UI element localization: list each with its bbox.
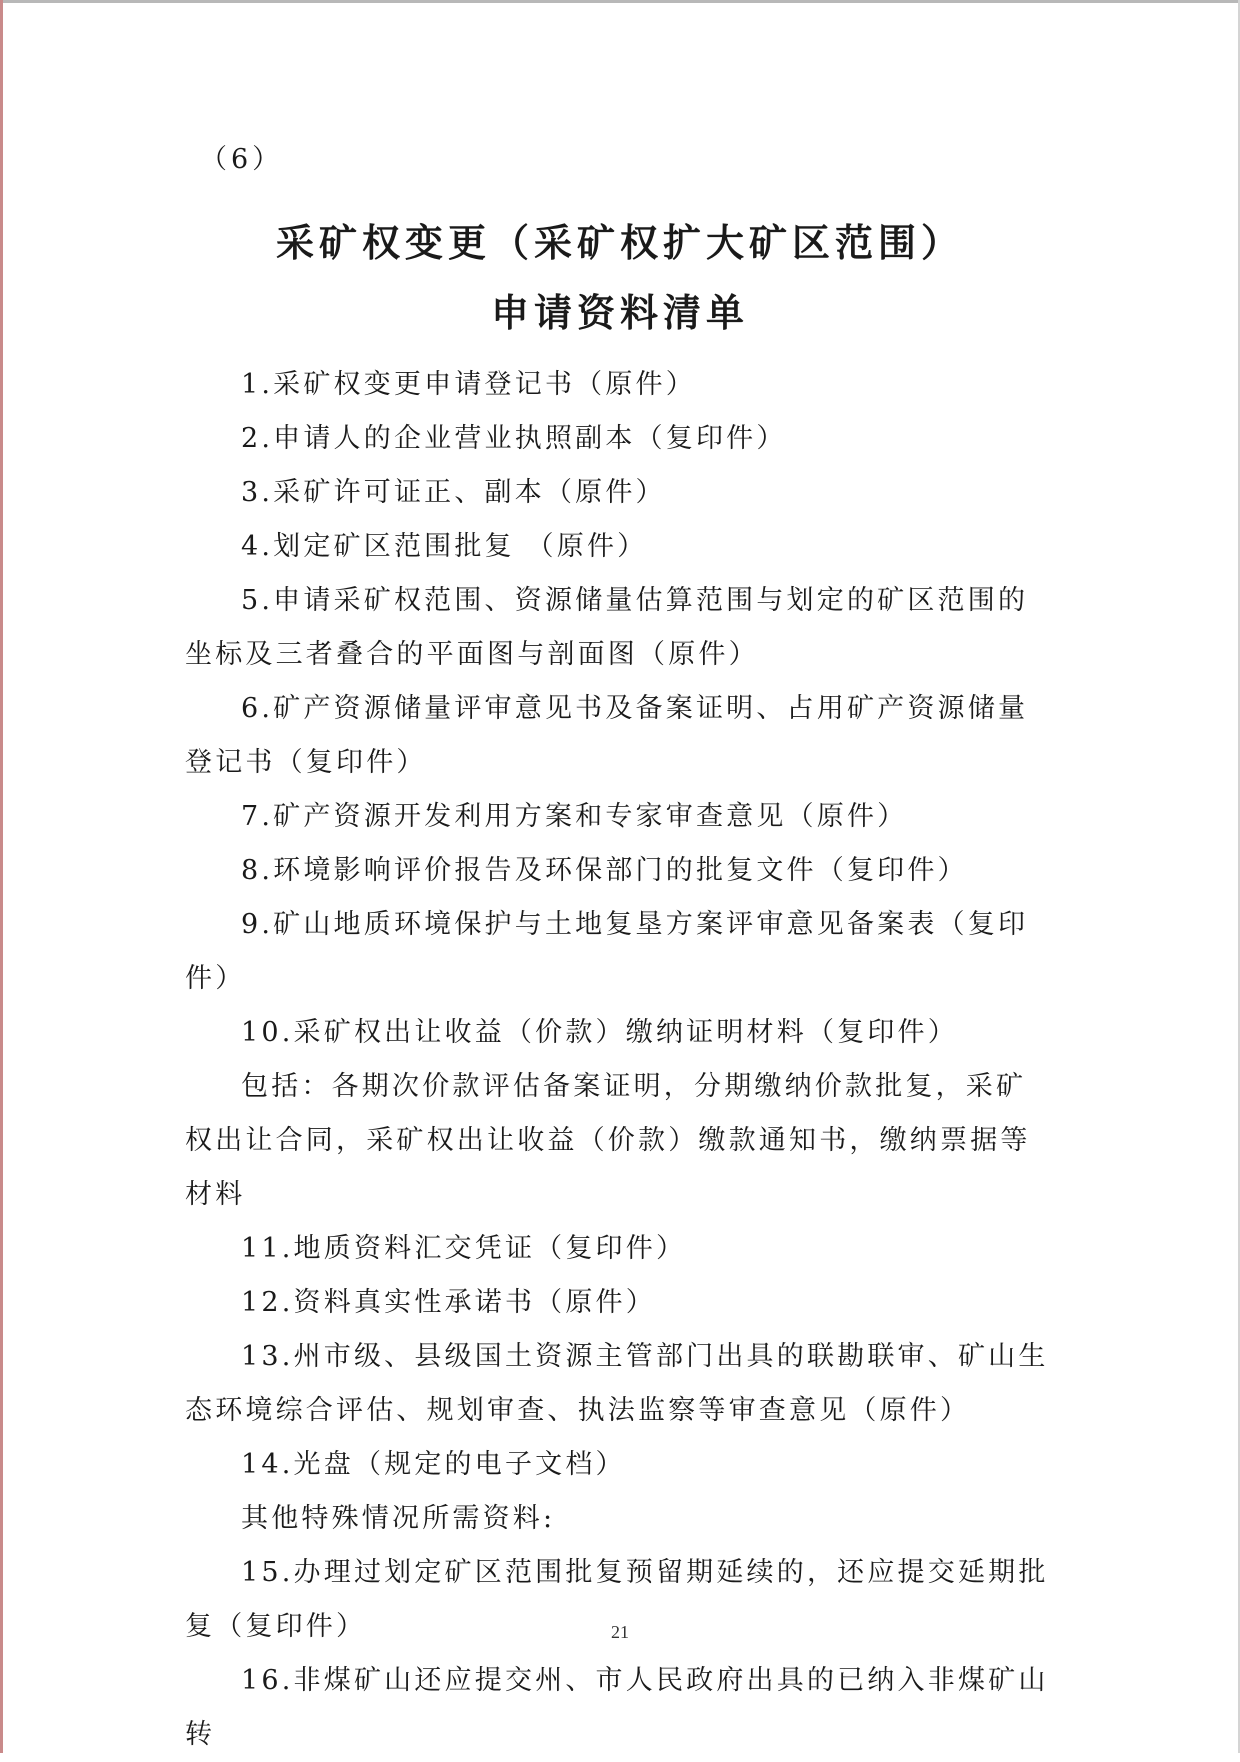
list-item: 15.办理过划定矿区范围批复预留期延续的，还应提交延期批复（复印件） (185, 1557, 1049, 1642)
list-item: 2.申请人的企业营业执照副本（复印件） (241, 423, 787, 454)
list-item: 4.划定矿区范围批复 （原件） (241, 531, 648, 562)
list-item: 10.采矿权出让收益（价款）缴纳证明材料（复印件） (241, 1017, 958, 1048)
page-number: 21 (611, 1622, 629, 1642)
document-title-line-2: 申请资料清单 (490, 290, 749, 335)
list-item: 8.环境影响评价报告及环保部门的批复文件（复印件） (241, 855, 968, 886)
materials-list (185, 358, 1055, 1762)
document-body (185, 140, 1055, 1762)
list-item: 11.地质资料汇交凭证（复印件） (241, 1233, 687, 1264)
list-item: 6.矿产资源储量评审意见书及备案证明、占用矿产资源储量登记书（复印件） (185, 693, 1029, 778)
list-item: 9.矿山地质环境保护与土地复垦方案评审意见备案表（复印件） (185, 909, 1029, 994)
list-subheading: 其他特殊情况所需资料: (241, 1503, 556, 1534)
list-item: 3.采矿许可证正、副本（原件） (241, 477, 666, 508)
scan-edge-top (0, 0, 1240, 3)
list-item: 7.矿产资源开发利用方案和专家审查意见（原件） (241, 801, 908, 832)
list-item: 5.申请采矿权范围、资源储量估算范围与划定的矿区范围的坐标及三者叠合的平面图与剖面图（原件） (185, 585, 1029, 670)
section-serial: （6） (200, 144, 284, 175)
scan-edge-left (0, 0, 3, 1753)
document-title-line-1: 采矿权变更（采矿权扩大矿区范围） (275, 220, 964, 265)
list-item: 12.资料真实性承诺书（原件） (241, 1287, 656, 1318)
list-item-note: 包括：各期次价款评估备案证明，分期缴纳价款批复，采矿权出让合同，采矿权出让收益（价款）缴款通知书，缴纳票据等材料 (185, 1071, 1031, 1210)
list-item: 16.非煤矿山还应提交州、市人民政府出具的已纳入非煤矿山转 (185, 1665, 1049, 1750)
list-item: 1.采矿权变更申请登记书（原件） (241, 369, 696, 400)
list-item: 14.光盘（规定的电子文档） (241, 1449, 626, 1480)
list-item: 13.州市级、县级国土资源主管部门出具的联勘联审、矿山生态环境综合评估、规划审查、执法监察等审查意见（原件） (185, 1341, 1049, 1426)
